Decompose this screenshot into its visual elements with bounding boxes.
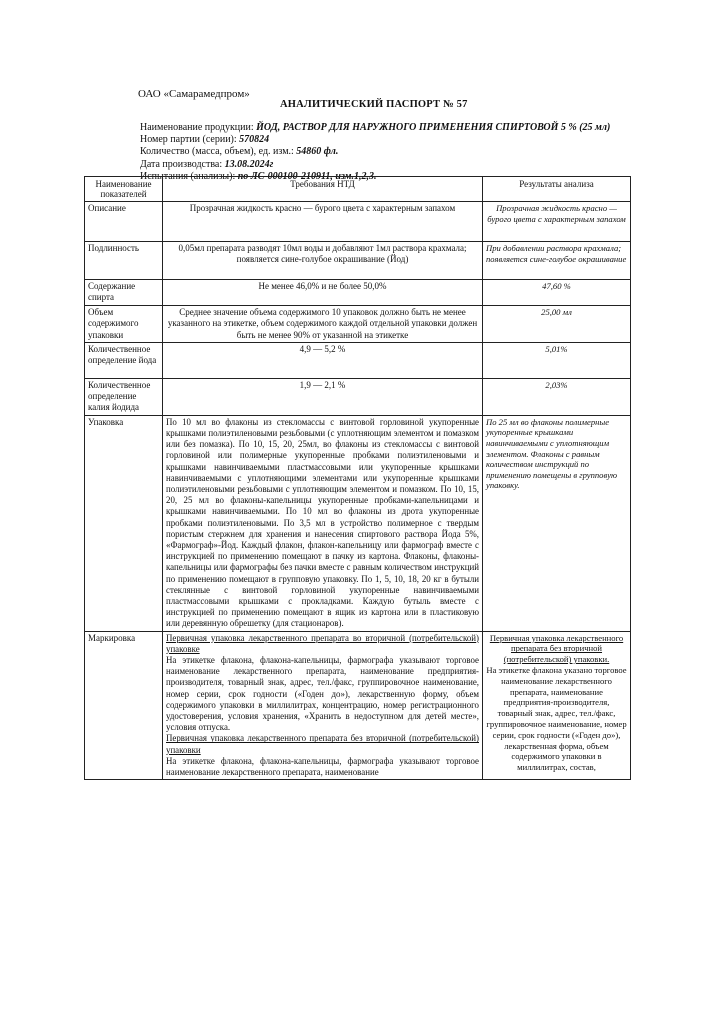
tests-label: Испытания (анализы): (140, 170, 236, 182)
quantity-value: 54860 фл. (296, 146, 339, 158)
product-value: ЙОД, РАСТВОР ДЛЯ НАРУЖНОГО ПРИМЕНЕНИЯ СПИРТОВОЙ 5 % (25 мл) (256, 122, 611, 133)
row-ntd: Среднее значение объема содержимого 10 упаковок должно быть не менее указанного на этикетке, объем содержимого каждой отдельной упаковки должен быть не менее 90% от указанной на этикетке (163, 306, 483, 343)
row-name: Количественное определение йода (85, 342, 163, 378)
header-ntd: Требования НТД (163, 177, 483, 202)
row-ntd: 1,9 — 2,1 % (163, 378, 483, 415)
quantity-label: Количество (масса, объем), ед. изм.: (140, 146, 294, 158)
header-result: Результаты анализа (483, 177, 631, 202)
company-name: ОАО «Самарамедпром» (138, 88, 250, 100)
table-row (85, 306, 631, 343)
marking-heading-primary: Первичная упаковка лекарственного препарата без вторичной (потребительской) упаковки (166, 733, 479, 755)
marking-result-text: На этикетке флакона указано торговое наименование лекарственного препарата, наименование предприятия-производителя, товарный знак, адрес, тел./факс, группировочное наименование, номер серии, срок годности («Годен до»), лекарственная форма, объем содержимого упаковки в миллилитрах, состав, (486, 665, 627, 773)
row-ntd (163, 631, 483, 780)
marking-text-secondary: На этикетке флакона, флакона-капельницы, фармографа указывают торговое наименование лекарственного препарата, наименование предприятия-производителя, товарный знак, адрес, тел./факс, группировочное наименование, номер серии, срок годности («Годен до»), лекарственную форму, объем содержимого упаковки в миллилитрах, концентрацию, номер регистрационного удостоверения, условия хранения, «Хранить в недоступном для детей месте», условия отпуска. (166, 655, 479, 733)
batch-row (140, 134, 610, 146)
table-row (85, 202, 631, 242)
row-name: Подлинность (85, 242, 163, 280)
table-row (85, 280, 631, 306)
row-name: Количественное определение калия йодида (85, 378, 163, 415)
table-row (85, 378, 631, 415)
row-ntd: 0,05мл препарата разводят 10мл воды и добавляют 1мл раствора крахмала; появляется сине-голубое окрашивание (Йод) (163, 242, 483, 280)
table-row (85, 631, 631, 780)
table-row (85, 242, 631, 280)
date-row (140, 159, 610, 171)
row-name: Содержание спирта (85, 280, 163, 306)
row-result: Прозрачная жидкость красно — бурого цвета с характерным запахом (483, 202, 631, 242)
row-result: 5,01% (483, 342, 631, 378)
marking-heading-secondary: Первичная упаковка лекарственного препарата во вторичной (потребительской) упаковке (166, 632, 479, 654)
date-label: Дата производства: (140, 158, 223, 170)
row-ntd: Не менее 46,0% и не более 50,0% (163, 280, 483, 306)
header-name: Наименование показателей (85, 177, 163, 202)
row-result: 2,03% (483, 378, 631, 415)
row-name: Объем содержимого упаковки (85, 306, 163, 343)
row-result: По 25 мл во флаконы полимерные укупоренные крышками навинчиваемыми с уплотняющим элементом. Флаконы с равным количеством инструкций по применению помещены в групповую упаковку. (483, 415, 631, 631)
row-ntd: По 10 мл во флаконы из стекломассы с винтовой горловиной укупоренные крышками полиэтиленовыми резьбовыми (с уплотняющим элементом и помазком или без помазка). По 10, 15, 20, 25мл, во флаконы из стекломассы с винтовой горловиной или полимерные укупоренные пробками полиэтиленовыми и крышками навинчиваемыми пластмассовыми или укупоренные крышками навинчиваемыми с уплотняющими элементами или укупоренные крышками полиэтиленовыми резьбовыми с уплотняющим элементом и помазком. По 10, 15, 20, 25 мл во флаконы-капельницы укупоренные пробками-капельницами и крышками навинчиваемыми. По 10 мл во флаконы из дрота укупоренные пробками полиэтиленовыми. По 3,5 мл в устройство полимерное с твердым пористым стержнем для хранения и нанесения спиртового раствора Йода 5%, «Фармограф»-Йод. Каждый флакон, флакон-капельницу или фармограф вместе с инструкцией по применению помещают в пачку из картона. Флаконы, флаконы-капельницы или фармографы без пачки вместе с равным количеством инструкций по применению помещают в групповую упаковку. По 1, 5, 10, 18, 20 кг в бутыли стеклянные с винтовой горловиной укупоренные навинчиваемыми пластмассовыми крышками с прокладками. Каждую бутыль вместе с инструкцией по применению помещают в ящик из картона или в пластиковую или деревянную обрешетку (для стационаров). (163, 415, 483, 631)
row-ntd: 4,9 — 5,2 % (163, 342, 483, 378)
marking-text-primary: На этикетке флакона, флакона-капельницы, фармографа указывают торговое наименование лекарственного препарата, наименование (166, 755, 479, 778)
passport-meta (140, 122, 610, 183)
row-name: Описание (85, 202, 163, 242)
product-row (140, 122, 610, 134)
row-result: При добавлении раствора крахмала; появляется сине-голубое окрашивание (483, 242, 631, 280)
table-row (85, 342, 631, 378)
batch-value: 570824 (239, 134, 270, 146)
row-result: 47,60 % (483, 280, 631, 306)
row-result: 25,00 мл (483, 306, 631, 343)
table-header-row (85, 177, 631, 202)
tests-value: по ЛС-000100-210911, изм.1,2,3. (237, 170, 377, 182)
row-ntd: Прозрачная жидкость красно — бурого цвета с характерным запахом (163, 202, 483, 242)
product-label: Наименование продукции: (140, 122, 254, 133)
table-row (85, 415, 631, 631)
quantity-row (140, 146, 610, 158)
document-title: АНАЛИТИЧЕСКИЙ ПАСПОРТ № 57 (280, 99, 468, 110)
batch-label: Номер партии (серии): (140, 134, 237, 146)
row-name: Упаковка (85, 415, 163, 631)
marking-result-heading: Первичная упаковка лекарственного препарата без вторичной (потребительской) упаковки. (489, 632, 624, 665)
date-value: 13.08.2024г (224, 158, 274, 170)
analysis-table (84, 176, 631, 780)
row-name: Маркировка (85, 631, 163, 780)
row-result (483, 631, 631, 780)
